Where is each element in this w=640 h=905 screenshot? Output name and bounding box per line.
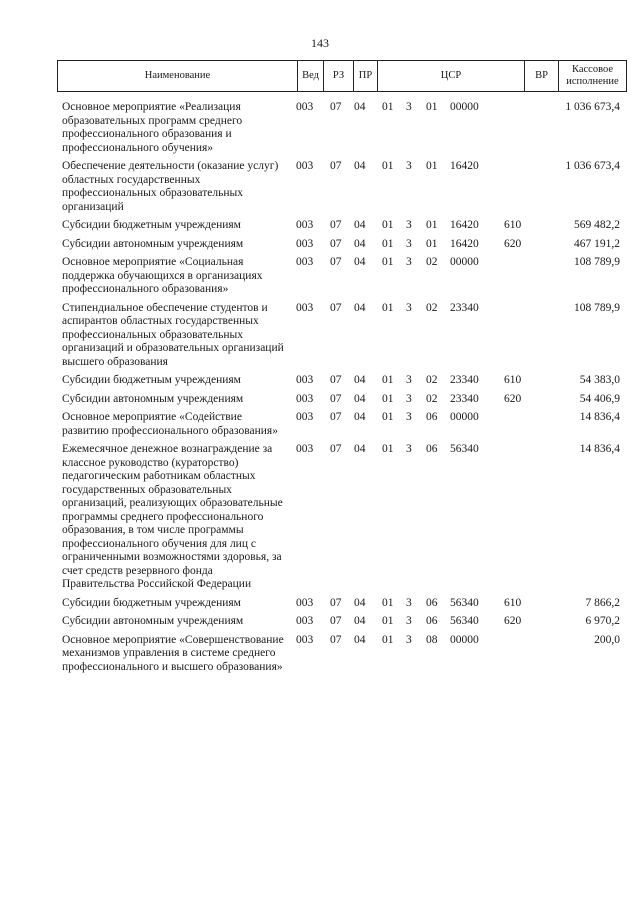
cell-rz: 07 [330,411,342,423]
cell-c4: 00000 [450,101,479,113]
header-sum: Кассовое исполнение [566,64,619,87]
cell-ved: 003 [296,256,314,268]
cell-sum: 108 789,9 [574,256,620,268]
cell-sum: 569 482,2 [574,219,620,231]
cell-vr: 610 [504,219,522,231]
cell-c2: 3 [406,596,412,609]
cell-c1: 01 [382,219,394,231]
cell-name: Обеспечение деятельности (оказание услуг) областных государственных профессиональных образовательных организаций [62,160,279,213]
cell-c3: 01 [426,237,438,250]
cell-ved: 003 [296,160,314,172]
cell-c3: 01 [426,101,438,113]
cell-name: Основное мероприятие «Содействие развитию профессионального образования» [62,411,278,437]
cell-c1: 01 [382,237,394,250]
cell-vr [504,443,542,592]
cell-vr [504,101,542,155]
cell-c3: 02 [426,392,438,405]
cell-name: Основное мероприятие «Социальная поддержка обучающихся в организациях профессионального образования» [62,256,263,295]
cell-rz: 07 [330,633,342,646]
cell-c2: 3 [406,160,412,172]
cell-pr: 04 [354,160,366,172]
cell-c1: 01 [382,374,394,386]
table-header [57,60,627,92]
cell-pr: 04 [354,256,366,268]
page-number: 143 [311,36,329,50]
cell-c4: 23340 [450,374,479,386]
cell-c2: 3 [406,256,412,268]
cell-rz: 07 [330,101,342,113]
cell-vr: 620 [504,615,522,627]
header-ved: Вед [298,61,324,91]
cell-vr [504,256,542,297]
cell-rz: 07 [330,374,342,386]
header-vr: ВР [525,61,559,91]
cell-rz: 07 [330,301,342,314]
cell-ved: 003 [296,596,314,609]
cell-name: Субсидии автономным учреждениям [62,392,244,405]
cell-vr: 620 [504,237,522,250]
cell-rz: 07 [330,237,342,250]
cell-sum: 200,0 [594,633,620,646]
header-rz: РЗ [324,61,354,91]
cell-rz: 07 [330,256,342,268]
cell-ved: 003 [296,443,314,455]
cell-ved: 003 [296,374,314,386]
cell-vr [504,160,542,214]
cell-sum: 14 836,4 [579,411,620,423]
cell-rz: 07 [330,160,342,172]
cell-pr: 04 [354,411,366,423]
cell-pr: 04 [354,301,366,314]
table-row [62,256,622,297]
cell-pr: 04 [354,374,366,386]
cell-vr: 610 [504,596,522,609]
cell-sum: 14 836,4 [579,443,620,455]
cell-c4: 56340 [450,596,479,609]
header-name: Наименование [58,61,298,91]
cell-c1: 01 [382,301,394,314]
table-row [62,393,622,407]
cell-ved: 003 [296,615,314,627]
cell-c1: 01 [382,411,394,423]
table-row [62,374,622,388]
cell-ved: 003 [296,219,314,231]
cell-c3: 06 [426,596,438,609]
cell-ved: 003 [296,411,314,423]
table-row [62,615,622,629]
cell-c3: 02 [426,256,438,268]
cell-c4: 00000 [450,633,479,646]
cell-pr: 04 [354,633,366,646]
cell-c3: 01 [426,219,438,231]
cell-c3: 01 [426,160,438,172]
cell-c1: 01 [382,443,394,455]
cell-pr: 04 [354,237,366,250]
cell-rz: 07 [330,443,342,455]
cell-c1: 01 [382,392,394,405]
table-row [62,160,622,214]
cell-vr [504,411,542,438]
table-row [62,634,622,675]
cell-c4: 00000 [450,411,479,423]
cell-sum: 108 789,9 [574,301,620,314]
cell-ved: 003 [296,237,314,250]
cell-c3: 08 [426,633,438,646]
cell-c3: 06 [426,411,438,423]
cell-c2: 3 [406,411,412,423]
cell-pr: 04 [354,392,366,405]
cell-c4: 16420 [450,237,479,250]
cell-sum: 7 866,2 [585,596,620,609]
cell-c4: 16420 [450,219,479,231]
cell-c1: 01 [382,160,394,172]
cell-pr: 04 [354,443,366,455]
cell-c4: 16420 [450,160,479,172]
table-body [62,101,622,679]
cell-c3: 06 [426,443,438,455]
cell-sum: 467 191,2 [574,237,620,250]
cell-name: Основное мероприятие «Совершенствование механизмов управления в системе среднего профессионального и высшего образования» [62,633,284,673]
table-row [62,219,622,233]
cell-ved: 003 [296,633,314,646]
cell-c2: 3 [406,219,412,231]
cell-name: Субсидии автономным учреждениям [62,237,244,250]
cell-vr [504,302,542,370]
cell-c4: 56340 [450,615,479,627]
cell-c1: 01 [382,256,394,268]
table-row [62,411,622,438]
table-row [62,443,622,592]
cell-name: Стипендиальное обеспечение студентов и аспирантов областных государственных профессиональных образовательных организаций и образовательных организаций высшего образования [62,301,284,368]
table-row [62,238,622,252]
cell-name: Субсидии бюджетным учреждениям [62,219,241,231]
cell-name: Субсидии автономным учреждениям [62,615,244,627]
cell-c2: 3 [406,374,412,386]
table-row [62,101,622,155]
cell-c2: 3 [406,443,412,455]
cell-vr [504,634,542,675]
cell-c2: 3 [406,615,412,627]
cell-pr: 04 [354,101,366,113]
cell-sum: 1 036 673,4 [565,160,620,172]
cell-pr: 04 [354,219,366,231]
cell-c3: 02 [426,374,438,386]
cell-name: Субсидии бюджетным учреждениям [62,596,241,609]
cell-sum: 54 383,0 [579,374,620,386]
cell-sum: 6 970,2 [585,615,620,627]
cell-rz: 07 [330,596,342,609]
cell-rz: 07 [330,219,342,231]
cell-rz: 07 [330,392,342,405]
cell-name: Субсидии бюджетным учреждениям [62,374,241,386]
cell-sum: 54 406,9 [579,392,620,405]
cell-c2: 3 [406,392,412,405]
cell-rz: 07 [330,615,342,627]
table-row [62,597,622,611]
cell-name: Ежемесячное денежное вознаграждение за классное руководство (кураторство) педагогическим работникам областных государственных образовательных организаций, реализующих образовательные программы среднего профессионального образования, в том числе программы профессионального обучения для лиц с ограниченными возможностями здоровья, за счет средств резервного фонда Правительства Российской Федерации [62,443,283,590]
cell-c1: 01 [382,596,394,609]
cell-c2: 3 [406,101,412,113]
cell-c4: 00000 [450,256,479,268]
cell-vr: 620 [504,392,522,405]
cell-sum: 1 036 673,4 [565,101,620,113]
cell-name: Основное мероприятие «Реализация образовательных программ среднего профессионального образования и профессионального обучения» [62,101,243,154]
cell-ved: 003 [296,101,314,113]
cell-c2: 3 [406,301,412,314]
cell-c2: 3 [406,237,412,250]
header-csr: ЦСР [378,61,525,91]
cell-c4: 56340 [450,443,479,455]
cell-c4: 23340 [450,392,479,405]
header-pr: ПР [354,61,378,91]
cell-c1: 01 [382,633,394,646]
cell-ved: 003 [296,301,314,314]
cell-pr: 04 [354,596,366,609]
cell-vr: 610 [504,374,522,386]
cell-c4: 23340 [450,301,479,314]
cell-c1: 01 [382,101,394,113]
table-row [62,302,622,370]
cell-c3: 06 [426,615,438,627]
cell-ved: 003 [296,392,314,405]
cell-c2: 3 [406,633,412,646]
cell-c1: 01 [382,615,394,627]
cell-pr: 04 [354,615,366,627]
cell-c3: 02 [426,301,438,314]
